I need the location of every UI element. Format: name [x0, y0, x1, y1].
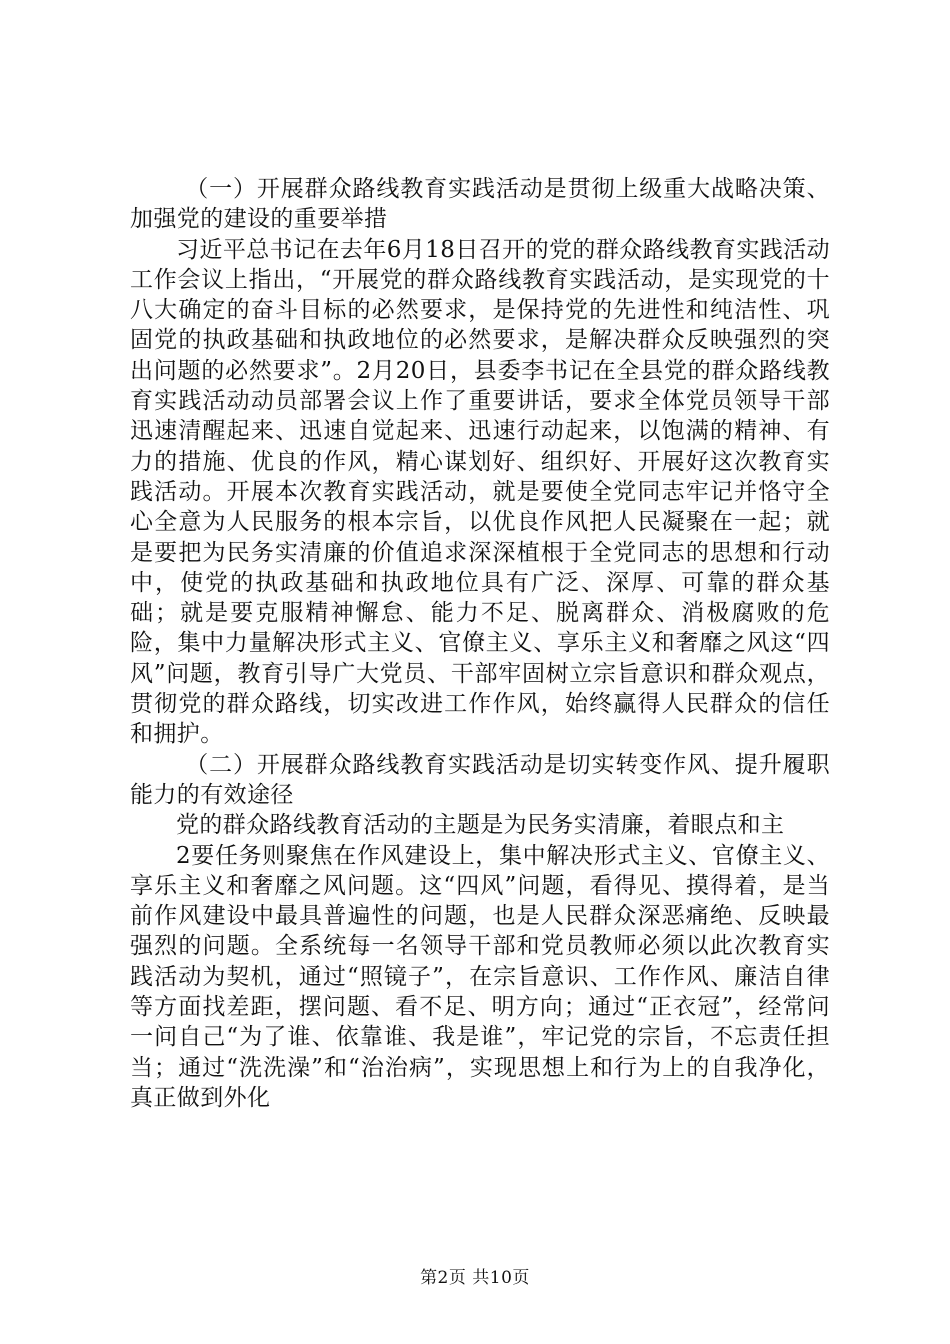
- section-heading-1: （一）开展群众路线教育实践活动是贯彻上级重大战略决策、加强党的建设的重要举措: [130, 176, 830, 233]
- document-body: [130, 174, 830, 1113]
- body-paragraph-3: 2要任务则聚焦在作风建设上，集中解决形式主义、官僚主义、享乐主义和奢靡之风问题。这“四风”问题，看得见、摸得着，是当前作风建设中最具普遍性的问题，也是人民群众深恶痛绝、反映最强烈的问题。全系统每一名领导干部和党员教师必须以此次教育实践活动为契机，通过“照镜子”，在宗旨意识、工作作风、廉洁自律等方面找差距，摆问题、看不足、明方向；通过“正衣冠”，经常问一问自己“为了谁、依靠谁、我是谁”，牢记党的宗旨，不忘责任担当；通过“洗洗澡”和“治治病”，实现思想上和行为上的自我净化，真正做到外化: [130, 842, 830, 1111]
- body-paragraph-2: 党的群众路线教育活动的主题是为民务实清廉，着眼点和主: [176, 812, 785, 839]
- page-footer: 第2页 共10页: [420, 1268, 530, 1288]
- body-paragraph-1: 习近平总书记在去年6月18日召开的党的群众路线教育实践活动工作会议上指出，“开展党的群众路线教育实践活动，是实现党的十八大确定的奋斗目标的必然要求，是保持党的先进性和纯洁性、巩固党的执政基础和执政地位的必然要求，是解决群众反映强烈的突出问题的必然要求”。2月20日，县委李书记在全县党的群众路线教育实践活动动员部署会议上作了重要讲话，要求全体党员领导干部迅速清醒起来、迅速自觉起来、迅速行动起来，以饱满的精神、有力的措施、优良的作风，精心谋划好、组织好、开展好这次教育实践活动。开展本次教育实践活动，就是要使全党同志牢记并恪守全心全意为人民服务的根本宗旨，以优良作风把人民凝聚在一起；就是要把为民务实清廉的价值追求深深植根于全党同志的思想和行动中，使党的执政基础和执政地位具有广泛、深厚、可靠的群众基础；就是要克服精神懈怠、能力不足、脱离群众、消极腐败的危险，集中力量解决形式主义、官僚主义、享乐主义和奢靡之风这“四风”问题，教育引导广大党员、干部牢固树立宗旨意识和群众观点，贯彻党的群众路线，切实改进工作作风，始终赢得人民群众的信任和拥护。: [130, 236, 830, 748]
- section-heading-2: （二）开展群众路线教育实践活动是切实转变作风、提升履职能力的有效途径: [130, 751, 830, 808]
